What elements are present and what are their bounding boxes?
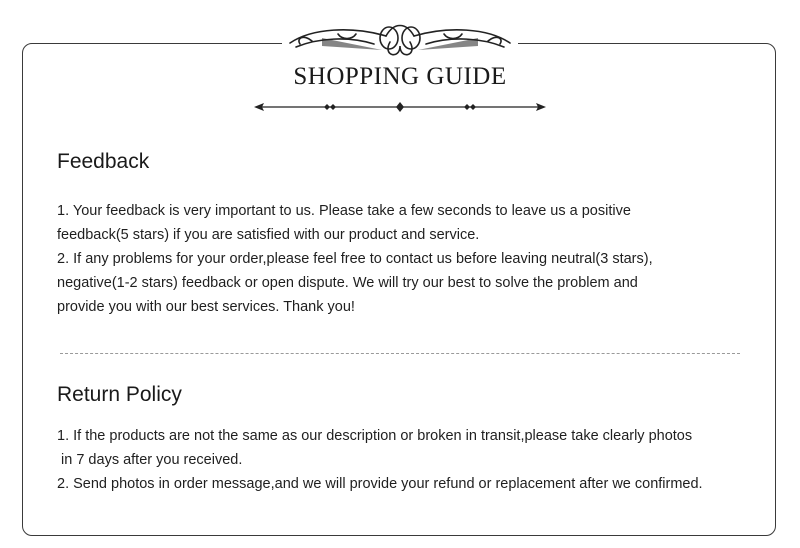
feedback-line: negative(1-2 stars) feedback or open dispute. We will try our best to solve the problem and <box>57 275 638 291</box>
return-policy-line: in 7 days after you received. <box>57 452 243 468</box>
feedback-line: 1. Your feedback is very important to us. Please take a few seconds to leave us a positive <box>57 203 631 219</box>
page-title: SHOPPING GUIDE <box>293 63 507 90</box>
return-policy-heading: Return Policy <box>57 383 182 406</box>
swirl-ornament-icon <box>282 16 518 62</box>
feedback-line: 2. If any problems for your order,please feel free to contact us before leaving neutral(3 stars), <box>57 251 653 267</box>
return-policy-text <box>57 424 757 496</box>
return-policy-line: 1. If the products are not the same as our description or broken in transit,please take clearly photos <box>57 428 693 444</box>
feedback-text <box>57 199 757 319</box>
feedback-line: provide you with our best services. Thank you! <box>57 299 355 315</box>
feedback-heading: Feedback <box>57 150 150 173</box>
return-policy-line: 2. Send photos in order message,and we will provide your refund or replacement after we confirmed. <box>57 476 703 492</box>
arrow-divider-icon <box>252 100 548 114</box>
section-divider <box>60 353 740 354</box>
feedback-line: feedback(5 stars) if you are satisfied with our product and service. <box>57 227 480 243</box>
